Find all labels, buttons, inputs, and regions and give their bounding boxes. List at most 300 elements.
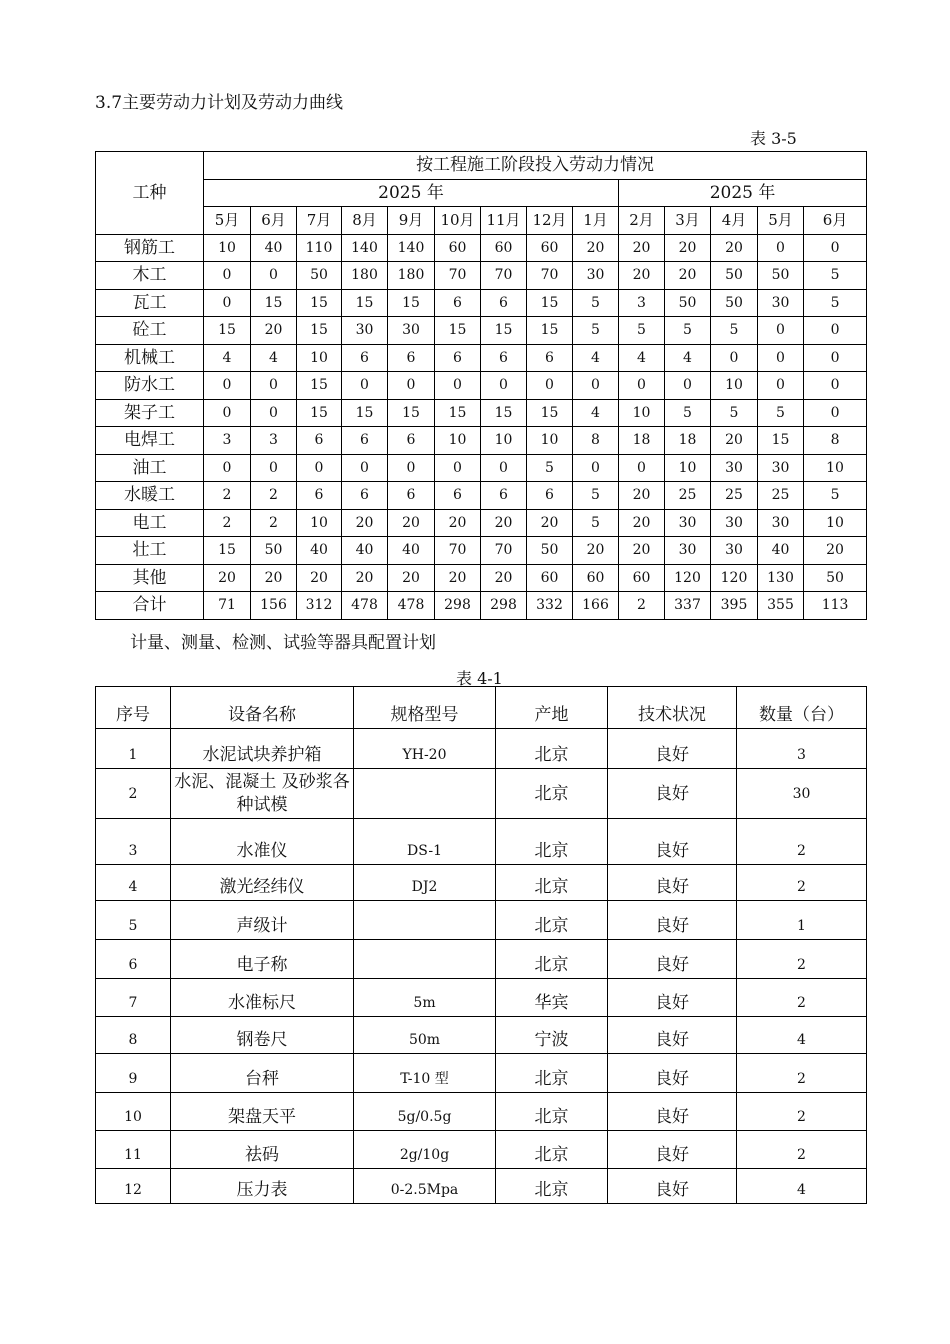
labor-count: 30 <box>665 537 711 565</box>
equipment-no: 4 <box>96 865 171 901</box>
month-header: 2月 <box>619 207 665 235</box>
equipment-origin: 北京 <box>496 1131 608 1169</box>
labor-count: 166 <box>573 592 619 620</box>
labor-count: 20 <box>619 262 665 290</box>
labor-count: 0 <box>711 344 758 372</box>
labor-count: 6 <box>527 344 573 372</box>
labor-count: 0 <box>758 234 804 262</box>
labor-count: 60 <box>527 564 573 592</box>
month-header: 5月 <box>204 207 251 235</box>
month-header: 8月 <box>342 207 388 235</box>
labor-count: 10 <box>297 509 342 537</box>
equipment-name: 祛码 <box>171 1131 354 1169</box>
equipment-spec: 0-2.5Mpa <box>354 1169 496 1204</box>
equipment-status: 良好 <box>608 901 737 940</box>
labor-count: 0 <box>804 399 867 427</box>
labor-count: 30 <box>342 317 388 345</box>
labor-count: 60 <box>481 234 527 262</box>
equipment-name: 压力表 <box>171 1169 354 1204</box>
month-header: 4月 <box>711 207 758 235</box>
labor-count: 20 <box>665 234 711 262</box>
labor-count: 20 <box>573 537 619 565</box>
labor-count: 15 <box>297 317 342 345</box>
labor-count: 4 <box>573 344 619 372</box>
equipment-no: 9 <box>96 1054 171 1093</box>
year-header-left: 2025 年 <box>204 179 619 207</box>
labor-count: 18 <box>665 427 711 455</box>
labor-count: 298 <box>481 592 527 620</box>
labor-count: 15 <box>527 289 573 317</box>
labor-count: 2 <box>204 482 251 510</box>
labor-count: 10 <box>804 509 867 537</box>
labor-count: 0 <box>804 317 867 345</box>
labor-row <box>96 427 867 455</box>
labor-count: 30 <box>711 537 758 565</box>
labor-count: 20 <box>297 564 342 592</box>
labor-count: 355 <box>758 592 804 620</box>
labor-count: 4 <box>665 344 711 372</box>
labor-count: 5 <box>573 482 619 510</box>
labor-count: 30 <box>388 317 435 345</box>
labor-count: 60 <box>435 234 481 262</box>
labor-count: 15 <box>388 399 435 427</box>
labor-count: 4 <box>619 344 665 372</box>
labor-count: 180 <box>342 262 388 290</box>
equipment-row <box>96 769 867 819</box>
labor-count: 6 <box>435 344 481 372</box>
labor-count: 20 <box>573 234 619 262</box>
labor-count: 6 <box>342 427 388 455</box>
labor-count: 6 <box>527 482 573 510</box>
labor-count: 0 <box>804 344 867 372</box>
labor-count: 5 <box>804 289 867 317</box>
labor-count: 10 <box>481 427 527 455</box>
trade-name: 水暖工 <box>96 482 204 510</box>
labor-count: 0 <box>665 372 711 400</box>
month-header: 10月 <box>435 207 481 235</box>
labor-count: 15 <box>204 537 251 565</box>
equipment-qty: 30 <box>737 769 867 819</box>
equipment-row <box>96 979 867 1017</box>
labor-count: 113 <box>804 592 867 620</box>
labor-count: 4 <box>251 344 297 372</box>
trade-name: 瓦工 <box>96 289 204 317</box>
labor-count: 0 <box>251 399 297 427</box>
labor-count: 0 <box>804 372 867 400</box>
labor-count: 50 <box>711 289 758 317</box>
trade-name: 架子工 <box>96 399 204 427</box>
labor-count: 15 <box>435 317 481 345</box>
labor-count: 50 <box>527 537 573 565</box>
labor-count: 50 <box>804 564 867 592</box>
labor-row <box>96 592 867 620</box>
year-header-right: 2025 年 <box>619 179 867 207</box>
labor-count: 8 <box>573 427 619 455</box>
equipment-status: 良好 <box>608 769 737 819</box>
labor-count: 15 <box>342 289 388 317</box>
labor-count: 332 <box>527 592 573 620</box>
labor-count: 5 <box>573 509 619 537</box>
trade-name: 木工 <box>96 262 204 290</box>
labor-count: 6 <box>388 482 435 510</box>
labor-count: 130 <box>758 564 804 592</box>
equipment-spec: 5m <box>354 979 496 1017</box>
labor-count: 110 <box>297 234 342 262</box>
labor-count: 6 <box>481 344 527 372</box>
labor-count: 312 <box>297 592 342 620</box>
labor-count: 20 <box>619 509 665 537</box>
equipment-qty: 2 <box>737 1093 867 1131</box>
labor-count: 6 <box>342 482 388 510</box>
equipment-no: 10 <box>96 1093 171 1131</box>
labor-count: 40 <box>758 537 804 565</box>
labor-row <box>96 262 867 290</box>
equipment-row <box>96 1017 867 1054</box>
labor-count: 6 <box>342 344 388 372</box>
labor-count: 60 <box>527 234 573 262</box>
labor-count: 71 <box>204 592 251 620</box>
equipment-name: 钢卷尺 <box>171 1017 354 1054</box>
equipment-qty: 2 <box>737 940 867 979</box>
labor-count: 6 <box>481 289 527 317</box>
labor-count: 5 <box>758 399 804 427</box>
equipment-status: 良好 <box>608 1093 737 1131</box>
equipment-origin: 北京 <box>496 901 608 940</box>
labor-count: 20 <box>251 564 297 592</box>
trade-name: 防水工 <box>96 372 204 400</box>
equipment-qty: 4 <box>737 1169 867 1204</box>
labor-count: 0 <box>435 454 481 482</box>
equipment-qty: 1 <box>737 901 867 940</box>
equipment-origin: 北京 <box>496 769 608 819</box>
labor-count: 70 <box>435 262 481 290</box>
month-header: 9月 <box>388 207 435 235</box>
equipment-qty: 3 <box>737 729 867 769</box>
labor-count: 337 <box>665 592 711 620</box>
labor-count: 10 <box>804 454 867 482</box>
labor-row <box>96 564 867 592</box>
equipment-qty: 2 <box>737 865 867 901</box>
equipment-origin: 北京 <box>496 1169 608 1204</box>
labor-count: 30 <box>665 509 711 537</box>
month-header-row <box>96 207 867 235</box>
labor-count: 40 <box>251 234 297 262</box>
section-heading: 3.7主要劳动力计划及劳动力曲线 <box>95 93 344 113</box>
labor-count: 20 <box>619 482 665 510</box>
labor-count: 298 <box>435 592 481 620</box>
trade-name: 油工 <box>96 454 204 482</box>
equipment-no: 11 <box>96 1131 171 1169</box>
labor-row <box>96 317 867 345</box>
labor-count: 8 <box>804 427 867 455</box>
labor-count: 15 <box>297 289 342 317</box>
equipment-status: 良好 <box>608 979 737 1017</box>
labor-count: 20 <box>711 234 758 262</box>
labor-count: 25 <box>758 482 804 510</box>
labor-count: 40 <box>297 537 342 565</box>
labor-count: 50 <box>297 262 342 290</box>
labor-count: 20 <box>342 564 388 592</box>
equipment-status: 良好 <box>608 940 737 979</box>
labor-row <box>96 234 867 262</box>
labor-count: 0 <box>251 262 297 290</box>
labor-count: 5 <box>573 289 619 317</box>
labor-count: 120 <box>665 564 711 592</box>
labor-count: 5 <box>711 399 758 427</box>
month-header: 7月 <box>297 207 342 235</box>
labor-count: 0 <box>251 454 297 482</box>
labor-count: 180 <box>388 262 435 290</box>
equipment-no: 6 <box>96 940 171 979</box>
labor-count: 20 <box>711 427 758 455</box>
labor-count: 15 <box>481 317 527 345</box>
equipment-name: 电子称 <box>171 940 354 979</box>
labor-count: 0 <box>573 372 619 400</box>
labor-count: 3 <box>204 427 251 455</box>
labor-count: 60 <box>619 564 665 592</box>
labor-count: 0 <box>342 372 388 400</box>
equipment-spec: DJ2 <box>354 865 496 901</box>
equipment-status: 良好 <box>608 1017 737 1054</box>
labor-count: 15 <box>297 372 342 400</box>
labor-count: 0 <box>619 372 665 400</box>
trade-name: 壮工 <box>96 537 204 565</box>
labor-count: 6 <box>297 427 342 455</box>
equipment-spec: 50m <box>354 1017 496 1054</box>
labor-count: 0 <box>388 454 435 482</box>
labor-count: 20 <box>342 509 388 537</box>
equipment-row <box>96 1131 867 1169</box>
labor-count: 3 <box>619 289 665 317</box>
month-header: 6月 <box>251 207 297 235</box>
equipment-origin: 北京 <box>496 1054 608 1093</box>
labor-count: 478 <box>342 592 388 620</box>
labor-count: 0 <box>204 289 251 317</box>
trade-name: 合计 <box>96 592 204 620</box>
equipment-row <box>96 865 867 901</box>
month-header: 3月 <box>665 207 711 235</box>
labor-count: 395 <box>711 592 758 620</box>
month-header: 6月 <box>804 207 867 235</box>
labor-count: 20 <box>388 564 435 592</box>
labor-count: 20 <box>665 262 711 290</box>
labor-count: 0 <box>758 317 804 345</box>
labor-count: 30 <box>711 509 758 537</box>
labor-row <box>96 509 867 537</box>
labor-count: 5 <box>711 317 758 345</box>
labor-count: 0 <box>758 344 804 372</box>
labor-row <box>96 454 867 482</box>
equipment-name: 水准标尺 <box>171 979 354 1017</box>
equipment-spec: YH-20 <box>354 729 496 769</box>
labor-count: 20 <box>481 509 527 537</box>
labor-count: 0 <box>297 454 342 482</box>
equipment-header: 序号 <box>96 687 171 729</box>
labor-count: 120 <box>711 564 758 592</box>
trade-name: 其他 <box>96 564 204 592</box>
equipment-origin: 华宾 <box>496 979 608 1017</box>
equipment-no: 5 <box>96 901 171 940</box>
labor-count: 0 <box>804 234 867 262</box>
labor-count: 6 <box>481 482 527 510</box>
labor-count: 50 <box>665 289 711 317</box>
equipment-header: 数量（台） <box>737 687 867 729</box>
labor-count: 0 <box>342 454 388 482</box>
equipment-qty: 2 <box>737 1131 867 1169</box>
labor-count: 15 <box>481 399 527 427</box>
labor-count: 60 <box>573 564 619 592</box>
equipment-no: 12 <box>96 1169 171 1204</box>
equipment-name: 激光经纬仪 <box>171 865 354 901</box>
labor-row <box>96 372 867 400</box>
labor-count: 20 <box>527 509 573 537</box>
labor-count: 0 <box>204 372 251 400</box>
labor-count: 5 <box>665 399 711 427</box>
labor-count: 0 <box>481 372 527 400</box>
equipment-status: 良好 <box>608 865 737 901</box>
equipment-row <box>96 1093 867 1131</box>
equipment-origin: 北京 <box>496 865 608 901</box>
labor-count: 30 <box>758 289 804 317</box>
equipment-spec: DS-1 <box>354 819 496 865</box>
labor-count: 0 <box>204 399 251 427</box>
equipment-spec: T-10 型 <box>354 1054 496 1093</box>
labor-count: 0 <box>573 454 619 482</box>
equipment-origin: 北京 <box>496 819 608 865</box>
labor-count: 20 <box>251 317 297 345</box>
equipment-header: 设备名称 <box>171 687 354 729</box>
labor-count: 2 <box>619 592 665 620</box>
labor-count: 478 <box>388 592 435 620</box>
equipment-no: 8 <box>96 1017 171 1054</box>
labor-count: 25 <box>711 482 758 510</box>
equipment-spec <box>354 901 496 940</box>
labor-count: 5 <box>619 317 665 345</box>
labor-count: 2 <box>251 509 297 537</box>
labor-count: 0 <box>435 372 481 400</box>
labor-count: 15 <box>251 289 297 317</box>
labor-count: 70 <box>481 537 527 565</box>
labor-count: 5 <box>527 454 573 482</box>
equipment-status: 良好 <box>608 729 737 769</box>
labor-count: 0 <box>758 372 804 400</box>
equipment-name: 水泥试块养护箱 <box>171 729 354 769</box>
equipment-spec <box>354 940 496 979</box>
trade-name: 钢筋工 <box>96 234 204 262</box>
labor-count: 2 <box>251 482 297 510</box>
equipment-no: 1 <box>96 729 171 769</box>
labor-count: 10 <box>619 399 665 427</box>
labor-count: 0 <box>481 454 527 482</box>
month-header: 11月 <box>481 207 527 235</box>
labor-count: 0 <box>388 372 435 400</box>
equipment-name: 水泥、混凝土 及砂浆各种试模 <box>171 769 354 819</box>
trade-name: 砼工 <box>96 317 204 345</box>
labor-count: 20 <box>435 564 481 592</box>
labor-count: 10 <box>204 234 251 262</box>
labor-count: 20 <box>435 509 481 537</box>
equipment-qty: 2 <box>737 819 867 865</box>
equipment-origin: 北京 <box>496 940 608 979</box>
equipment-header: 技术状况 <box>608 687 737 729</box>
equipment-origin: 北京 <box>496 729 608 769</box>
equipment-name: 架盘天平 <box>171 1093 354 1131</box>
table-number-4-1: 表 4-1 <box>456 669 503 688</box>
equipment-status: 良好 <box>608 819 737 865</box>
labor-count: 15 <box>758 427 804 455</box>
labor-plan-table <box>95 151 867 620</box>
labor-count: 6 <box>388 344 435 372</box>
labor-count: 156 <box>251 592 297 620</box>
labor-count: 18 <box>619 427 665 455</box>
equipment-name: 台秤 <box>171 1054 354 1093</box>
equipment-status: 良好 <box>608 1131 737 1169</box>
equipment-origin: 宁波 <box>496 1017 608 1054</box>
labor-count: 20 <box>388 509 435 537</box>
table-number-3-5: 表 3-5 <box>750 129 797 148</box>
labor-count: 15 <box>204 317 251 345</box>
labor-count: 15 <box>435 399 481 427</box>
equipment-qty: 2 <box>737 979 867 1017</box>
labor-count: 6 <box>388 427 435 455</box>
labor-row <box>96 344 867 372</box>
labor-count: 30 <box>711 454 758 482</box>
equipment-qty: 4 <box>737 1017 867 1054</box>
month-header: 12月 <box>527 207 573 235</box>
labor-count: 10 <box>665 454 711 482</box>
labor-count: 40 <box>342 537 388 565</box>
labor-count: 0 <box>204 454 251 482</box>
equipment-subheading: 计量、测量、检测、试验等器具配置计划 <box>130 633 436 653</box>
labor-row <box>96 537 867 565</box>
month-header: 5月 <box>758 207 804 235</box>
equipment-spec: 2g/10g <box>354 1131 496 1169</box>
labor-count: 20 <box>619 537 665 565</box>
labor-count: 0 <box>527 372 573 400</box>
labor-row <box>96 482 867 510</box>
labor-count: 3 <box>251 427 297 455</box>
labor-count: 70 <box>527 262 573 290</box>
equipment-name: 声级计 <box>171 901 354 940</box>
labor-count: 10 <box>527 427 573 455</box>
labor-count: 20 <box>204 564 251 592</box>
labor-count: 15 <box>297 399 342 427</box>
equipment-header: 产地 <box>496 687 608 729</box>
equipment-header: 规格型号 <box>354 687 496 729</box>
labor-count: 10 <box>435 427 481 455</box>
group-header: 按工程施工阶段投入劳动力情况 <box>204 152 867 180</box>
labor-count: 6 <box>297 482 342 510</box>
labor-count: 6 <box>435 482 481 510</box>
labor-count: 30 <box>573 262 619 290</box>
equipment-row <box>96 819 867 865</box>
trade-name: 电工 <box>96 509 204 537</box>
equipment-row <box>96 1054 867 1093</box>
labor-count: 5 <box>804 482 867 510</box>
labor-count: 15 <box>527 399 573 427</box>
labor-count: 4 <box>204 344 251 372</box>
equipment-name: 水准仪 <box>171 819 354 865</box>
labor-count: 70 <box>435 537 481 565</box>
labor-count: 50 <box>251 537 297 565</box>
equipment-status: 良好 <box>608 1054 737 1093</box>
labor-count: 6 <box>435 289 481 317</box>
labor-count: 50 <box>758 262 804 290</box>
labor-count: 30 <box>758 509 804 537</box>
labor-count: 10 <box>711 372 758 400</box>
labor-count: 0 <box>251 372 297 400</box>
equipment-no: 2 <box>96 769 171 819</box>
